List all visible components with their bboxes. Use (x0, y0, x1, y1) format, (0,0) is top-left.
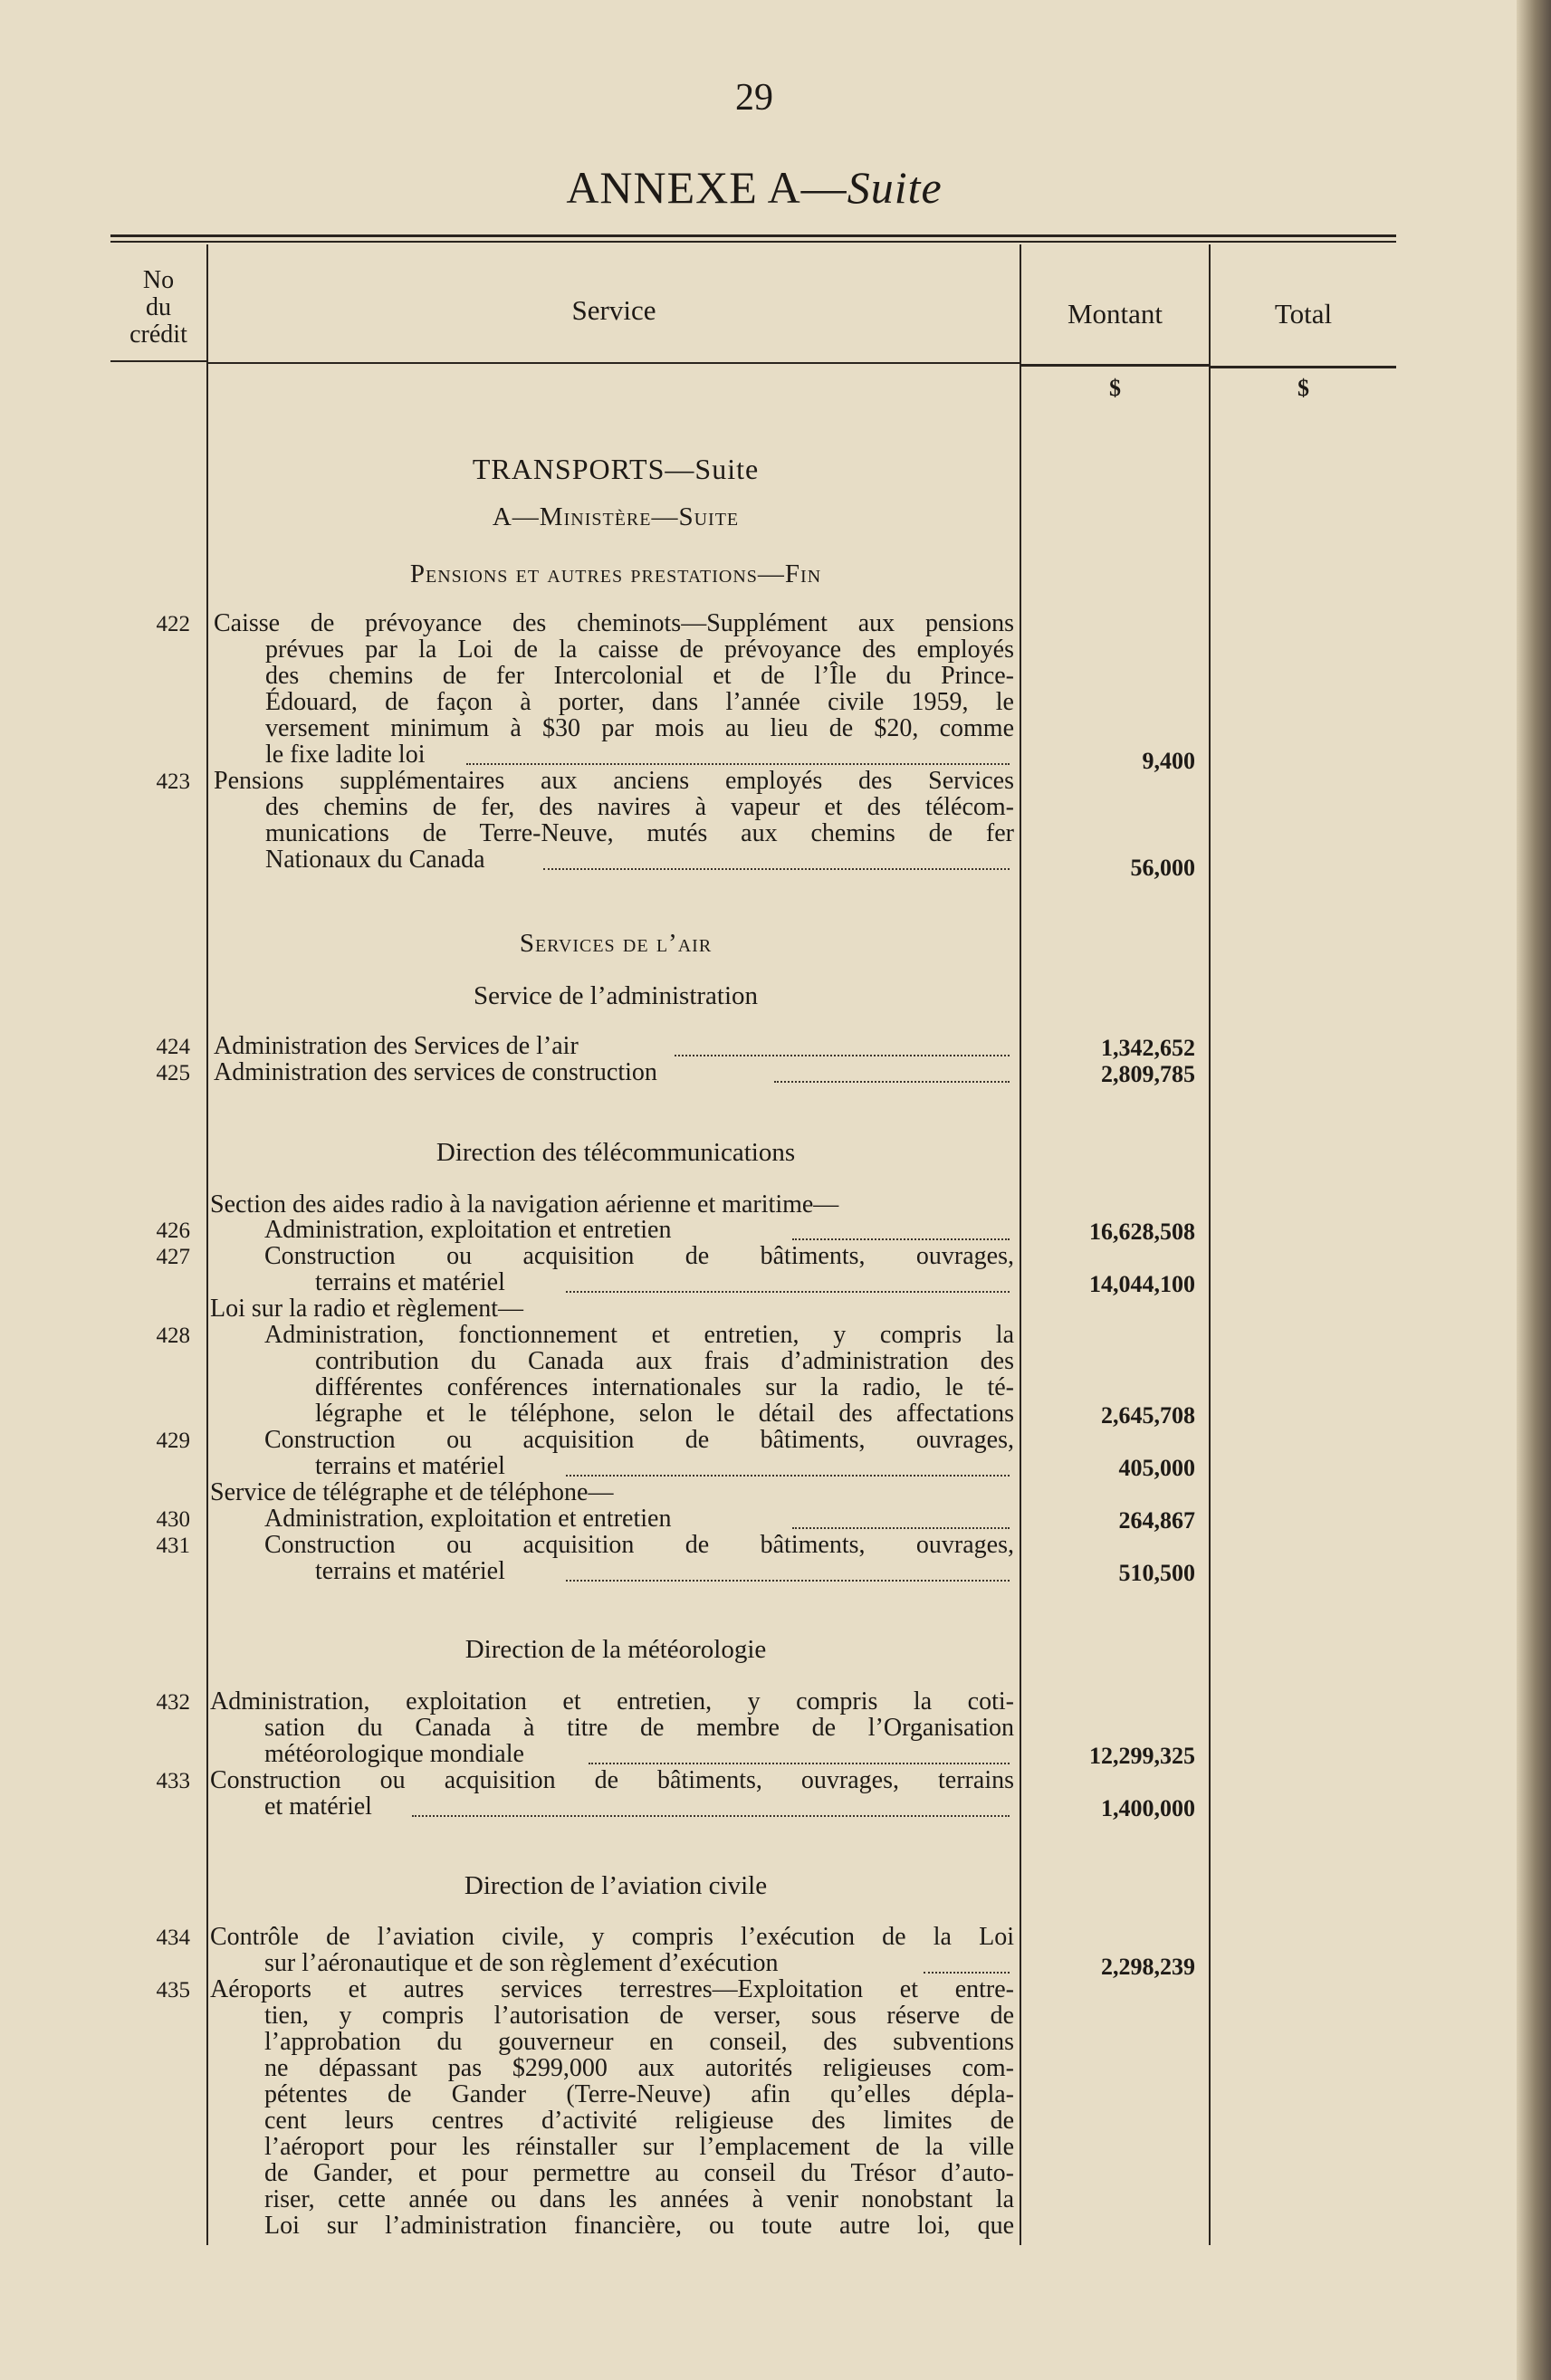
entry-text: des chemins de fer Intercolonial et de l’Île du Prince- (265, 662, 1014, 690)
annex-title-main: ANNEXE A— (566, 162, 847, 213)
heading-ministere (208, 502, 1023, 532)
leader-dots (924, 1971, 1010, 1974)
annex-title (0, 161, 1508, 214)
leader-dots (675, 1054, 1010, 1056)
amount: 405,000 (1118, 1455, 1195, 1481)
leader-dots (589, 1762, 1010, 1764)
credit-number: 424 (156, 1035, 190, 1059)
entry-text: Administration, exploitation et entretien (264, 1505, 672, 1533)
entry-text: Construction ou acquisition de bâtiments, ouvrages, terrains (210, 1766, 1014, 1794)
amount: 2,809,785 (1101, 1061, 1195, 1087)
entry-text: Loi sur l’administration financière, ou toute autre loi, que (264, 2212, 1014, 2240)
heading-service-administration: Service de l’administration (473, 981, 759, 1010)
credit-number: 427 (156, 1245, 190, 1269)
amount: 264,867 (1118, 1507, 1195, 1534)
header-rule-montant (1021, 364, 1209, 367)
entry-text: Contrôle de l’aviation civile, y compris l’exécution de la Loi (210, 1923, 1014, 1951)
entry-text: différentes conférences internationales sur la radio, le té- (315, 1373, 1014, 1401)
heading-pensions-text: Pensions et autres prestations—Fin (409, 559, 822, 588)
amount: 510,500 (1118, 1560, 1195, 1586)
entry-text: Administration, exploitation et entretien (264, 1216, 672, 1244)
entry-text: l’aéroport pour les réinstaller sur l’emplacement de la ville (264, 2133, 1014, 2161)
credit-number: 429 (156, 1429, 190, 1453)
entry-text: pétentes de Gander (Terre-Neuve) afin qu’elles dépla- (264, 2080, 1014, 2108)
currency-montant: $ (1109, 375, 1121, 401)
amount: 1,342,652 (1101, 1035, 1195, 1061)
entry-text: terrains et matériel (315, 1452, 505, 1480)
entry-text: l’approbation du gouverneur en conseil, des subventions (264, 2028, 1014, 2056)
leader-dots (774, 1080, 1010, 1083)
credit-number: 428 (156, 1324, 190, 1348)
credit-number: 430 (156, 1507, 190, 1532)
col-divider-3 (1209, 244, 1211, 2245)
entry-text: Administration, fonctionnement et entretien, y compris la (264, 1321, 1014, 1349)
amount: 9,400 (1142, 748, 1195, 774)
col-divider-1 (206, 244, 208, 2245)
entry-text: tien, y compris l’autorisation de verser, sous réserve de (264, 2002, 1014, 2030)
credit-number: 431 (156, 1534, 190, 1558)
entry-text: cent leurs centres d’activité religieuse des limites de (264, 2107, 1014, 2135)
entry-text: terrains et matériel (315, 1557, 505, 1585)
leader-dots (566, 1290, 1010, 1293)
entry-text: Construction ou acquisition de bâtiments, ouvrages, (264, 1426, 1014, 1454)
leader-dots (792, 1526, 1010, 1529)
top-rule-1 (110, 234, 1396, 237)
annex-title-suffix: Suite (847, 162, 943, 213)
amount: 12,299,325 (1089, 1743, 1195, 1769)
credit-number: 434 (156, 1926, 190, 1950)
heading-ministere-text: A—Ministère—Suite (492, 502, 740, 531)
credit-number: 435 (156, 1978, 190, 2002)
heading-services-air (208, 929, 1023, 959)
entry-text: Construction ou acquisition de bâtiments, ouvrages, (264, 1531, 1014, 1559)
leader-dots (466, 762, 1010, 765)
entry-text: Administration, exploitation et entretien, y compris la coti- (210, 1687, 1014, 1716)
entry-text: Construction ou acquisition de bâtiments, ouvrages, (264, 1242, 1014, 1270)
entry-text: contribution du Canada aux frais d’administration des (315, 1347, 1014, 1375)
heading-aviation-civile: Direction de l’aviation civile (464, 1871, 768, 1900)
entry-text: météorologique mondiale (264, 1740, 524, 1768)
section-radio: Section des aides radio à la navigation aérienne et maritime— (210, 1190, 839, 1219)
entry-text: riser, cette année ou dans les années à venir nonobstant la (264, 2185, 1014, 2213)
entry-text: Caisse de prévoyance des cheminots—Supplément aux pensions (214, 609, 1014, 637)
header-service: Service (571, 294, 656, 326)
entry-text: Administration des services de construction (214, 1058, 657, 1086)
credit-number: 432 (156, 1690, 190, 1715)
entry-text: des chemins de fer, des navires à vapeur et des télécom- (265, 793, 1014, 821)
currency-total: $ (1297, 375, 1309, 401)
entry-text: sation du Canada à titre de membre de l’Organisation (264, 1714, 1014, 1742)
leader-dots (566, 1474, 1010, 1477)
entry-text: Nationaux du Canada (265, 846, 485, 874)
credit-number: 423 (156, 769, 190, 794)
entry-text: ne dépassant pas $299,000 aux autorités religieuses com- (264, 2054, 1014, 2082)
heading-meteorologie: Direction de la météorologie (464, 1635, 767, 1664)
entry-text: le fixe ladite loi (265, 741, 426, 769)
leader-dots (412, 1814, 1010, 1817)
entry-text: Pensions supplémentaires aux anciens employés des Services (214, 767, 1014, 795)
header-credit-line3: crédit (129, 320, 187, 349)
heading-telecommunications: Direction des télécommunications (436, 1138, 796, 1167)
entry-text: munications de Terre-Neuve, mutés aux chemins de fer (265, 819, 1014, 847)
page-number: 29 (735, 77, 773, 119)
credit-number: 422 (156, 612, 190, 636)
entry-text: légraphe et le téléphone, selon le détail des affectations (315, 1400, 1014, 1428)
entry-text: sur l’aéronautique et de son règlement d’exécution (264, 1949, 779, 1977)
header-credit-line1: No (142, 266, 175, 294)
leader-dots (792, 1238, 1010, 1240)
header-credit-line2: du (146, 293, 171, 321)
header-montant: Montant (1067, 298, 1163, 330)
credit-number: 426 (156, 1219, 190, 1243)
leader-dots (543, 867, 1010, 870)
amount: 2,645,708 (1101, 1402, 1195, 1429)
entry-text: Administration des Services de l’air (214, 1032, 579, 1060)
header-rule-credit (110, 360, 206, 362)
page-edge-shadow (1517, 0, 1551, 2380)
entry-text: Édouard, de façon à porter, dans l’année civile 1959, le (265, 688, 1014, 716)
leader-dots (566, 1579, 1010, 1582)
section-loi-radio: Loi sur la radio et règlement— (210, 1295, 523, 1323)
entry-text: de Gander, et pour permettre au conseil du Trésor d’auto- (264, 2159, 1014, 2187)
header-total: Total (1274, 298, 1333, 330)
amount: 14,044,100 (1089, 1271, 1195, 1297)
entry-text: Aéroports et autres services terrestres—Exploitation et entre- (210, 1975, 1014, 2003)
entry-text: prévues par la Loi de la caisse de prévoyance des employés (265, 636, 1014, 664)
entry-text: terrains et matériel (315, 1268, 505, 1296)
entry-text: versement minimum à $30 par mois au lieu de $20, comme (265, 714, 1014, 742)
amount: 16,628,508 (1089, 1219, 1195, 1245)
section-telegraphe: Service de télégraphe et de téléphone— (210, 1478, 614, 1506)
amount: 56,000 (1130, 855, 1195, 881)
heading-pensions (208, 559, 1023, 589)
header-rule-total (1211, 366, 1396, 368)
header-credit-number (110, 267, 206, 349)
amount: 2,298,239 (1101, 1954, 1195, 1980)
top-rule-2 (110, 241, 1396, 243)
heading-transports: TRANSPORTS—Suite (472, 453, 760, 485)
col-divider-2 (1020, 244, 1021, 2245)
amount: 1,400,000 (1101, 1795, 1195, 1821)
entry-text: et matériel (264, 1792, 372, 1821)
header-rule-service (208, 362, 1020, 364)
credit-number: 425 (156, 1061, 190, 1085)
heading-services-air-text: Services de l’air (519, 929, 713, 958)
credit-number: 433 (156, 1769, 190, 1793)
